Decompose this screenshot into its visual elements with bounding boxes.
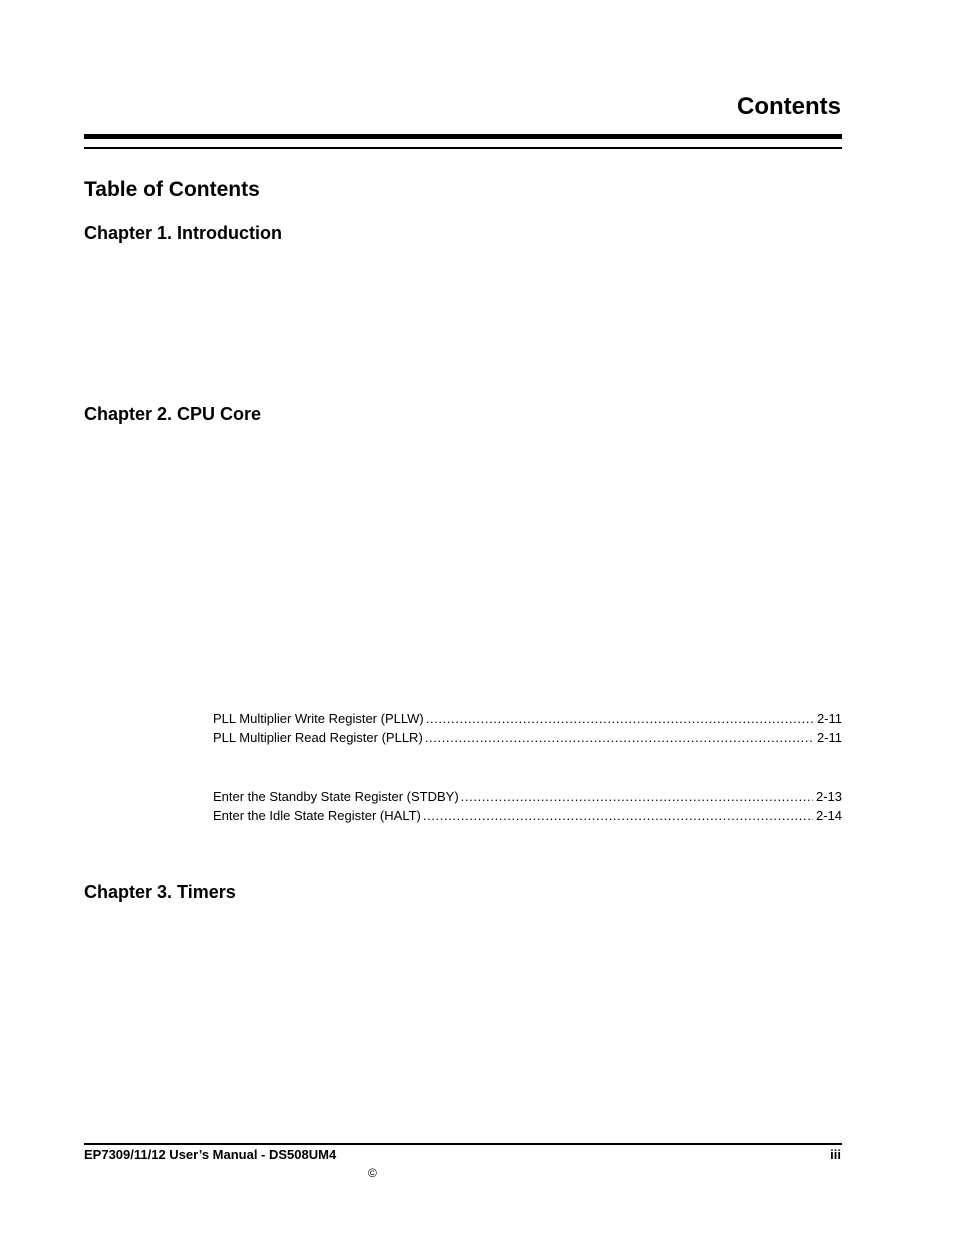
toc-title: Table of Contents [84,178,260,201]
toc-entry-label: Enter the Idle State Register (HALT) [213,808,421,823]
footer-rule [84,1143,842,1145]
dot-leader [461,788,813,806]
footer-manual-title: EP7309/11/12 User’s Manual - DS508UM4 [84,1147,337,1162]
chapter-heading-3[interactable]: Chapter 3. Timers [84,882,236,902]
header-rule-thick [84,134,842,139]
header-rule-thin [84,147,842,149]
toc-entry-page: 2-13 [815,789,842,804]
toc-entry-stdby[interactable] [213,788,842,806]
page-title: Contents [737,93,841,120]
toc-entry-halt[interactable] [213,807,842,825]
toc-entry-page: 2-11 [816,730,842,745]
chapter-heading-2[interactable]: Chapter 2. CPU Core [84,404,262,424]
toc-entry-pllr[interactable] [213,729,842,747]
toc-entry-page: 2-14 [815,808,842,823]
dot-leader [426,710,814,728]
toc-entry-pllw[interactable] [213,710,842,728]
footer-page-number: iii [830,1147,841,1162]
chapter-heading-1[interactable]: Chapter 1. Introduction [84,223,282,243]
copyright-symbol: © [368,1166,377,1180]
dot-leader [425,729,814,747]
toc-entry-label: PLL Multiplier Read Register (PLLR) [213,730,423,745]
dot-leader [423,807,813,825]
toc-entry-label: PLL Multiplier Write Register (PLLW) [213,711,424,726]
toc-entry-label: Enter the Standby State Register (STDBY) [213,789,459,804]
toc-entry-page: 2-11 [816,711,842,726]
